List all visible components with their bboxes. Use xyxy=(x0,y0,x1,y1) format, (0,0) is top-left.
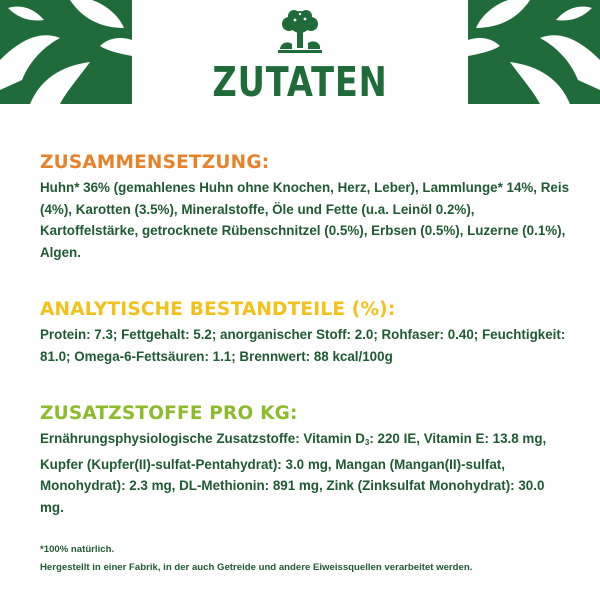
additives-text xyxy=(40,428,570,518)
analytical-text: Protein: 7.3; Fettgehalt: 5.2; anorganischer Stoff: 2.0; Rohfaser: 0.40; Feuchtigkeit: 81.0; Omega-6-Fettsäuren: 1.1; Brennwert: 88 kcal/100g xyxy=(40,327,566,364)
tree-animals-logo-icon xyxy=(272,8,328,56)
footnote-factory: Hergestellt in einer Fabrik, in der auch Getreide und andere Eiweissquellen verarbeitet werden. xyxy=(40,562,473,573)
section-analytical xyxy=(40,299,570,367)
section-composition xyxy=(40,152,570,263)
section-additives xyxy=(40,403,570,518)
additives-text-after: : 220 IE, Vitamin E: 13.8 mg, Kupfer (Kupfer(II)-sulfat-Pentahydrat): 3.0 mg, Mangan (Mangan(II)-sulfat, Monohydrat): 2.3 mg, DL-Methionin: 891 mg, Zink (Zinksulfat Monohydrat): 30.0 mg. xyxy=(40,431,547,515)
section-heading-analytical: ANALYTISCHE BESTANDTEILE (%): xyxy=(40,299,396,320)
composition-text: Huhn* 36% (gemahlenes Huhn ohne Knochen, Herz, Leber), Lammlunge* 14%, Reis (4%), Karotten (3.5%), Mineralstoffe, Öle und Fette (u.a. Leinöl 0.2%), Kartoffelstärke, getrocknete Rübenschnitzel (0.5%), Erbsen (0.5%), Luzerne (0.1%), Algen. xyxy=(40,180,570,260)
page-title: ZUTATEN xyxy=(212,58,388,106)
additives-text-before: Ernährungsphysiologische Zusatzstoffe: Vitamin D xyxy=(40,431,365,446)
section-heading-composition: ZUSAMMENSETZUNG: xyxy=(40,152,270,173)
section-heading-additives: ZUSATZSTOFFE PRO KG: xyxy=(40,403,298,424)
additives-subscript: 3 xyxy=(364,438,370,447)
footnote-natural: *100% natürlich. xyxy=(40,544,115,555)
